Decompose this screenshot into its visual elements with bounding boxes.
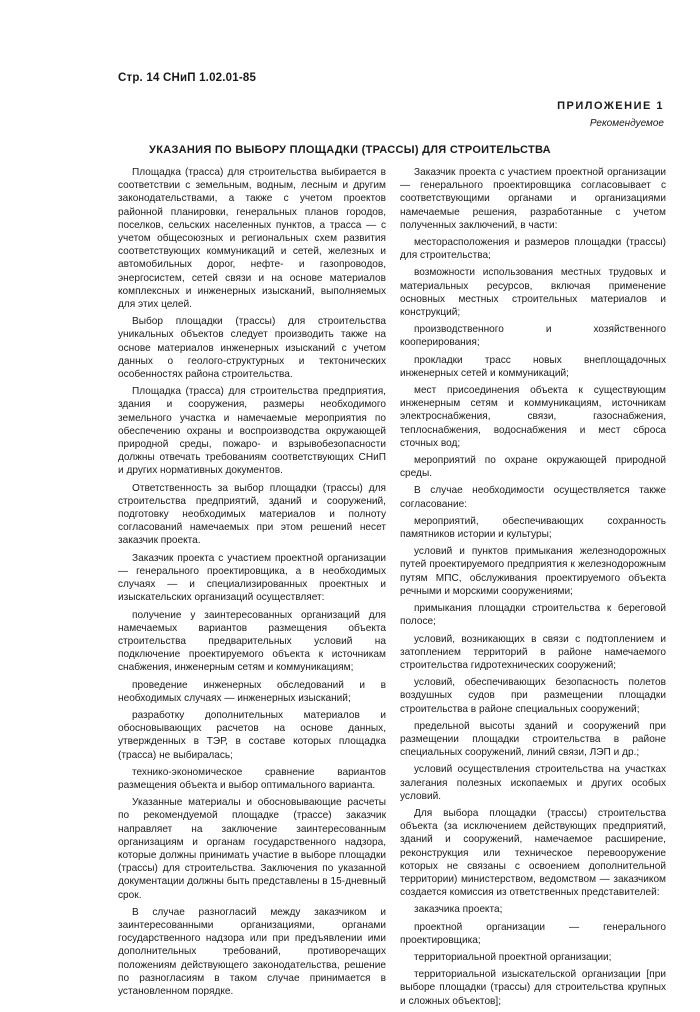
paragraph: мероприятий, обеспечивающих сохранность памятников истории и культуры; (400, 515, 666, 541)
paragraph: примыкания площадки строительства к береговой полосе; (400, 603, 666, 628)
paragraph: Выбор площадки (трассы) для строительства уникальных объектов следует производить также на основе материалов инженерных изысканий с учетом данных о геолого-структурных и тектонических особенностях района строительства. (118, 316, 386, 381)
paragraph: условий, возникающих в связи с подтоплением и затоплением территорий в районе намечаемого строительства гидротехнических сооружений; (400, 633, 666, 671)
appendix-status: Рекомендуемое (589, 118, 664, 129)
page-header: Стр. 14 СНиП 1.02.01-85 (118, 72, 257, 84)
paragraph: месторасположения и размеров площадки (трассы) для строительства; (400, 237, 666, 262)
right-column (400, 166, 666, 1012)
paragraph: территориальной проектной организации; (414, 951, 612, 963)
paragraph: условий, обеспечивающих безопасность полетов воздушных судов при размещении площадки строительства в районе специальных сооружений; (400, 677, 666, 715)
paragraph: Для выбора площадки (трассы) строительства объекта (за исключением действующих предприятий, зданий и сооружений, намечаемое расширение, реконструкция или техническое перевооружение которых не связаны с освоением дополнительной территории) министерством, ведомством — заказчиком создается комиссия из ответственных представителей: (400, 807, 666, 899)
paragraph: Заказчик проекта с участием проектной организации — генерального проектировщика, а в необходимых случаях — и специализированных проектных и изыскательских организаций осуществляет: (118, 552, 386, 604)
paragraph: Площадка (трасса) для строительства выбирается в соответствии с земельным, водным, лесным и другим законодательствами, а также с учетом проектов районной планировки, генеральных планов городов, поселков, сельских населенных пунктов, а трасса — с учетом общесоюзных и региональных схем развития соответствующих коммуникаций и сетей, железных и автомобильных дорог, нефте- и газопроводов, энергосистем, сетей связи и на основе материалов комплексных и инженерных изысканий, выполняемых для этих целей. (118, 167, 386, 311)
paragraph: мероприятий по охране окружающей природной среды. (400, 455, 666, 480)
paragraph: условий и пунктов примыкания железнодорожных путей проектируемого предприятия к железнодорожным путям МПС, обслуживания проектируемого объекта речными и морскими сооружениями; (400, 546, 666, 597)
paragraph: заказчика проекта; (414, 904, 503, 916)
paragraph: Заказчик проекта с участием проектной организации — генерального проектировщика согласовывает с соответствующими органами и организациями намечаемые решения, разработанные с учетом полученных заключений, в части: (400, 167, 666, 231)
paragraph: предельной высоты зданий и сооружений при размещении площадки строительства в районе специальных сооружений, линий связи, ЛЭП и др.; (400, 720, 666, 759)
document-title: УКАЗАНИЯ ПО ВЫБОРУ ПЛОЩАДКИ (ТРАССЫ) ДЛЯ СТРОИТЕЛЬСТВА (149, 144, 551, 156)
paragraph: В случае необходимости осуществляется также согласование: (400, 485, 666, 510)
left-column (118, 166, 386, 1002)
appendix-label: ПРИЛОЖЕНИЕ 1 (557, 100, 664, 112)
paragraph: Указанные материалы и обосновывающие расчеты по рекомендуемой площадке (трассе) заказчик направляет на заключение заинтересованным организациям и органам государственного надзора, которые должны принимать участие в выборе площадки (трассы) для строительства. Заключения по указанной документации должны быть представлены в 15-дневный срок. (118, 797, 386, 901)
paragraph: территориальной изыскательской организации [при выборе площадки (трассы) для строительства крупных и сложных объектов]; (400, 969, 666, 1007)
paragraph: проектной организации — генерального проектировщика; (400, 921, 666, 946)
paragraph: условий осуществления строительства на участках залегания полезных ископаемых и других особых условий. (400, 764, 666, 802)
paragraph: технико-экономическое сравнение вариантов размещения объекта и выбор оптимального варианта. (118, 766, 386, 791)
paragraph: В случае разногласий между заказчиком и заинтересованными организациями, органами государственного надзора или при предъявлении ими дополнительных требований, противоречащих положениям действующего законодательства, решение по разногласиям в таком случае принимается в установленном порядке. (118, 906, 386, 997)
paragraph: разработку дополнительных материалов и обосновывающих расчетов на основе данных, утвержденных в ТЭР, в составе которых площадка (трасса) не выбиралась; (118, 709, 386, 761)
paragraph: проведение инженерных обследований и в необходимых случаях — инженерных изысканий; (118, 679, 386, 704)
paragraph: получение у заинтересованных организаций для намечаемых вариантов размещения объекта строительства предварительных условий на подключение проектируемого объекта к источникам снабжения, инженерным сетям и коммуникациям; (118, 609, 386, 674)
paragraph: Ответственность за выбор площадки (трассы) для строительства предприятий, зданий и сооружений, подготовку необходимых материалов и полноту согласований намечаемых при этом решений несет заказчик проекта. (118, 482, 386, 547)
paragraph: прокладки трасс новых внеплощадочных инженерных сетей и коммуникаций; (400, 354, 666, 379)
paragraph: мест присоединения объекта к существующим инженерным сетям и коммуникациям, источникам электроснабжения, связи, газоснабжения, теплоснабжения, водоснабжения и мест сброса сточных вод; (400, 385, 666, 449)
paragraph: производственного и хозяйственного кооперирования; (400, 324, 666, 349)
paragraph: возможности использования местных трудовых и материальных ресурсов, включая применение основных местных строительных материалов и конструкций; (400, 267, 666, 319)
paragraph: Площадка (трасса) для строительства предприятия, здания и сооружения, размеры необходимого земельного участка и намечаемые мероприятия по обеспечению охраны и воспроизводства окружающей природной среды, пожаро- и взрывобезопасности должны отвечать требованиям соответствующих СНиП и других нормативных документов. (118, 386, 386, 477)
